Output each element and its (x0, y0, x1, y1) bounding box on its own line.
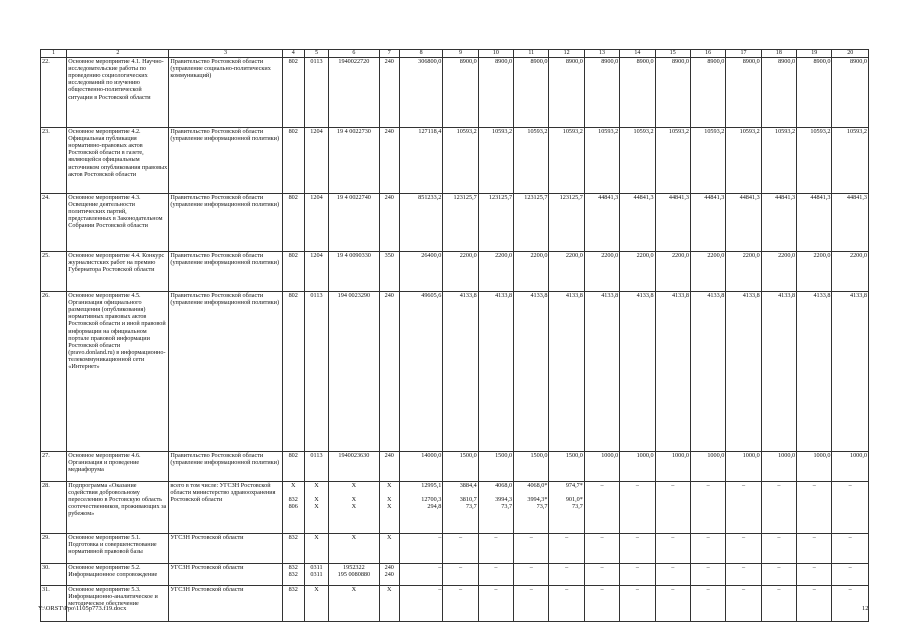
year-value: 4133,8 (478, 292, 513, 452)
row-number: 29. (41, 534, 67, 564)
year-value: – (443, 586, 478, 622)
year-value: 10593,2 (443, 128, 478, 194)
year-value: 2200,0 (690, 252, 725, 292)
year-value: – (655, 564, 690, 586)
code-col-6: 194 0023290 (329, 292, 380, 452)
table-row (41, 128, 869, 194)
year-value: 2200,0 (443, 252, 478, 292)
year-value: 8900,0 (797, 58, 832, 128)
year-value: 2200,0 (549, 252, 584, 292)
total-value: 127118,4 (399, 128, 442, 194)
year-value: 2200,0 (832, 252, 869, 292)
executor: УГСЗН Ростовской области (169, 564, 282, 586)
year-value: 8900,0 (549, 58, 584, 128)
header-cell: 13 (584, 50, 619, 58)
header-cell: 8 (399, 50, 442, 58)
year-value: 2200,0 (726, 252, 761, 292)
code-col-6: 1952322 195 0080880 (329, 564, 380, 586)
year-value: – (797, 586, 832, 622)
year-value: 10593,2 (726, 128, 761, 194)
year-value: 4133,8 (832, 292, 869, 452)
total-value: 49605,6 (399, 292, 442, 452)
code-col-4: 802 (282, 252, 304, 292)
year-value: – (620, 534, 655, 564)
year-value: – (726, 586, 761, 622)
row-number: 27. (41, 452, 67, 482)
executor: Правительство Ростовской области (управление информационной политики) (169, 128, 282, 194)
year-value: 4133,8 (690, 292, 725, 452)
year-value: – (584, 564, 619, 586)
total-value: – (399, 534, 442, 564)
year-value: – (761, 534, 796, 564)
year-value: – (832, 482, 869, 534)
executor: Правительство Ростовской области (управление информационной политики) (169, 292, 282, 452)
code-col-7: X (379, 534, 399, 564)
year-value: 1500,0 (478, 452, 513, 482)
year-value: – (549, 586, 584, 622)
measure-name: Основное мероприятие 4.3. Освещение деятельности политических партий, представленных в Законодательном Собрании Ростовской области (67, 194, 169, 252)
header-row (41, 50, 869, 58)
year-value: – (832, 564, 869, 586)
header-cell: 12 (549, 50, 584, 58)
measure-name: Основное мероприятие 4.5. Организация официального размещения (опубликования) нормативных правовых актов Ростовской области и иной правовой информации на официальном портале правовой информации Ростовской области (pravo.donland.ru) в информационно-телекоммуникационной сети «Интернет» (67, 292, 169, 452)
file-path: Y:\ORST\Ppo\1105p773.f19.docx (38, 605, 127, 612)
code-col-4: 832 832 (282, 564, 304, 586)
code-col-4: 802 (282, 292, 304, 452)
year-value: 2200,0 (514, 252, 549, 292)
header-cell: 15 (655, 50, 690, 58)
code-col-4: X 832 806 (282, 482, 304, 534)
year-value: 8900,0 (726, 58, 761, 128)
code-col-5: 1204 (304, 252, 328, 292)
year-value: 44841,3 (761, 194, 796, 252)
row-number: 31. (41, 586, 67, 622)
year-value: 8900,0 (655, 58, 690, 128)
header-cell: 14 (620, 50, 655, 58)
code-col-4: 802 (282, 58, 304, 128)
header-cell: 10 (478, 50, 513, 58)
table-row (41, 252, 869, 292)
total-value: 12995,1 12700,3 294,8 (399, 482, 442, 534)
header-cell: 6 (329, 50, 380, 58)
year-value: 4068,0 3994,3 73,7 (478, 482, 513, 534)
table-row (41, 564, 869, 586)
year-value: 44841,3 (584, 194, 619, 252)
year-value: 10593,2 (584, 128, 619, 194)
header-cell: 2 (67, 50, 169, 58)
year-value: – (690, 482, 725, 534)
year-value: – (655, 534, 690, 564)
year-value: – (690, 534, 725, 564)
code-col-7: 240 (379, 128, 399, 194)
year-value: 44841,3 (620, 194, 655, 252)
year-value: – (514, 564, 549, 586)
year-value: 4133,8 (761, 292, 796, 452)
header-cell: 4 (282, 50, 304, 58)
year-value: 4068,0* 3994,3* 73,7 (514, 482, 549, 534)
code-col-7: X (379, 586, 399, 622)
header-cell: 18 (761, 50, 796, 58)
year-value: 1000,0 (584, 452, 619, 482)
year-value: – (655, 586, 690, 622)
year-value: – (514, 586, 549, 622)
code-col-6: X (329, 586, 380, 622)
code-col-6: X (329, 534, 380, 564)
year-value: – (726, 482, 761, 534)
code-col-4: 832 (282, 534, 304, 564)
year-value: 1000,0 (690, 452, 725, 482)
year-value: 123125,7 (514, 194, 549, 252)
header-cell: 1 (41, 50, 67, 58)
year-value: 123125,7 (478, 194, 513, 252)
code-col-5: 1204 (304, 194, 328, 252)
code-col-6: 19 4 0022740 (329, 194, 380, 252)
year-value: 123125,7 (549, 194, 584, 252)
code-col-5: 0113 (304, 58, 328, 128)
year-value: 1000,0 (655, 452, 690, 482)
measure-name: Основное мероприятие 5.1. Подготовка и совершенствование нормативной правовой базы (67, 534, 169, 564)
year-value: – (761, 564, 796, 586)
measure-name: Основное мероприятие 5.3. Информационно-аналитическое и методическое обеспечение (67, 586, 169, 622)
code-col-4: 802 (282, 128, 304, 194)
year-value: 2200,0 (620, 252, 655, 292)
year-value: 44841,3 (726, 194, 761, 252)
year-value: 1500,0 (443, 452, 478, 482)
code-col-4: 832 (282, 586, 304, 622)
year-value: – (549, 534, 584, 564)
code-col-7: 350 (379, 252, 399, 292)
year-value: 8900,0 (832, 58, 869, 128)
table-row (41, 482, 869, 534)
code-col-4: 802 (282, 194, 304, 252)
header-cell: 19 (797, 50, 832, 58)
header-cell: 17 (726, 50, 761, 58)
year-value: – (584, 586, 619, 622)
year-value: 8900,0 (584, 58, 619, 128)
code-col-6: X X X (329, 482, 380, 534)
year-value: 1500,0 (549, 452, 584, 482)
year-value: – (478, 586, 513, 622)
row-number: 25. (41, 252, 67, 292)
year-value: 10593,2 (761, 128, 796, 194)
year-value: 10593,2 (514, 128, 549, 194)
year-value: – (620, 564, 655, 586)
measure-name: Основное мероприятие 5.2. Информационное сопровождение (67, 564, 169, 586)
code-col-5: 0113 (304, 292, 328, 452)
year-value: – (832, 534, 869, 564)
year-value: – (761, 586, 796, 622)
table-row (41, 534, 869, 564)
row-number: 28. (41, 482, 67, 534)
executor: Правительство Ростовской области (управление социально-политических коммуникаций) (169, 58, 282, 128)
code-col-7: 240 240 (379, 564, 399, 586)
year-value: 4133,8 (797, 292, 832, 452)
year-value: 4133,8 (655, 292, 690, 452)
table-row (41, 194, 869, 252)
header-cell: 11 (514, 50, 549, 58)
year-value: 1000,0 (620, 452, 655, 482)
year-value: 4133,8 (620, 292, 655, 452)
year-value: – (726, 564, 761, 586)
code-col-6: 1940023630 (329, 452, 380, 482)
code-col-5: 0113 (304, 452, 328, 482)
measure-name: Основное мероприятие 4.4. Конкурс журналистских работ на премию Губернатора Ростовской области (67, 252, 169, 292)
code-col-5: 1204 (304, 128, 328, 194)
year-value: 1000,0 (726, 452, 761, 482)
code-col-7: 240 (379, 58, 399, 128)
year-value: 4133,8 (726, 292, 761, 452)
code-col-6: 19 4 0022730 (329, 128, 380, 194)
year-value: 10593,2 (690, 128, 725, 194)
table-row (41, 452, 869, 482)
year-value: – (620, 482, 655, 534)
header-cell: 9 (443, 50, 478, 58)
header-cell: 5 (304, 50, 328, 58)
year-value: – (443, 534, 478, 564)
year-value: 8900,0 (761, 58, 796, 128)
total-value: 14000,0 (399, 452, 442, 482)
year-value: 2200,0 (655, 252, 690, 292)
year-value: 10593,2 (549, 128, 584, 194)
executor: всего в том числе: УГСЗН Ростовской области министерство здравоохранения Ростовской области (169, 482, 282, 534)
year-value: 4133,8 (443, 292, 478, 452)
year-value: 8900,0 (478, 58, 513, 128)
code-col-7: 240 (379, 452, 399, 482)
year-value: 8900,0 (443, 58, 478, 128)
header-cell: 7 (379, 50, 399, 58)
year-value: 2200,0 (478, 252, 513, 292)
code-col-6: 1940022720 (329, 58, 380, 128)
year-value: 2200,0 (797, 252, 832, 292)
year-value: – (690, 564, 725, 586)
header-cell: 3 (169, 50, 282, 58)
year-value: – (797, 482, 832, 534)
table-row (41, 586, 869, 622)
year-value: 8900,0 (690, 58, 725, 128)
year-value: – (478, 534, 513, 564)
executor: УГСЗН Ростовской области (169, 534, 282, 564)
year-value: 1500,0 (514, 452, 549, 482)
year-value: 1000,0 (832, 452, 869, 482)
year-value: – (832, 586, 869, 622)
code-col-7: X X X (379, 482, 399, 534)
row-number: 24. (41, 194, 67, 252)
year-value: – (584, 534, 619, 564)
year-value: – (797, 534, 832, 564)
year-value: – (797, 564, 832, 586)
year-value: – (478, 564, 513, 586)
year-value: 974,7* 901,0* 73,7 (549, 482, 584, 534)
row-number: 30. (41, 564, 67, 586)
year-value: – (584, 482, 619, 534)
table-row (41, 58, 869, 128)
total-value: 851233,2 (399, 194, 442, 252)
year-value: 10593,2 (478, 128, 513, 194)
measure-name: Подпрограмма «Оказание содействия добровольному переселению в Ростовскую область соотечественников, проживающих за рубежом» (67, 482, 169, 534)
year-value: 44841,3 (797, 194, 832, 252)
header-cell: 16 (690, 50, 725, 58)
executor: Правительство Ростовской области (управление информационной политики) (169, 252, 282, 292)
year-value: 2200,0 (584, 252, 619, 292)
year-value: 123125,7 (443, 194, 478, 252)
year-value: – (620, 586, 655, 622)
code-col-7: 240 (379, 194, 399, 252)
year-value: – (443, 564, 478, 586)
code-col-5: X X X (304, 482, 328, 534)
code-col-5: X (304, 586, 328, 622)
year-value: 3884,4 3810,7 73,7 (443, 482, 478, 534)
total-value: – (399, 586, 442, 622)
measure-name: Основное мероприятие 4.6. Организация и проведение медиафорума (67, 452, 169, 482)
year-value: 44841,3 (655, 194, 690, 252)
year-value: – (549, 564, 584, 586)
total-value: 306800,0 (399, 58, 442, 128)
year-value: – (726, 534, 761, 564)
page-number: 12 (862, 605, 869, 612)
measure-name: Основное мероприятие 4.1. Научно-исследовательские работы по проведению социологических исследований по изучению общественно-политической ситуации в Ростовской области (67, 58, 169, 128)
year-value: 4133,8 (584, 292, 619, 452)
executor: Правительство Ростовской области (управление информационной политики) (169, 194, 282, 252)
code-col-7: 240 (379, 292, 399, 452)
code-col-4: 802 (282, 452, 304, 482)
year-value: 8900,0 (620, 58, 655, 128)
year-value: 4133,8 (514, 292, 549, 452)
year-value: 44841,3 (690, 194, 725, 252)
year-value: – (514, 534, 549, 564)
year-value: 4133,8 (549, 292, 584, 452)
code-col-6: 19 4 0090330 (329, 252, 380, 292)
measure-name: Основное мероприятие 4.2. Официальная публикация нормативно-правовых актов Ростовской области в газете, являющейся официальным источником опубликования правовых актов Ростовской области (67, 128, 169, 194)
total-value: – (399, 564, 442, 586)
year-value: 10593,2 (832, 128, 869, 194)
table-row (41, 292, 869, 452)
row-number: 22. (41, 58, 67, 128)
year-value: – (761, 482, 796, 534)
executor: УГСЗН Ростовской области (169, 586, 282, 622)
year-value: 10593,2 (797, 128, 832, 194)
year-value: 10593,2 (655, 128, 690, 194)
code-col-5: 0311 0311 (304, 564, 328, 586)
year-value: 1000,0 (797, 452, 832, 482)
year-value: 2200,0 (761, 252, 796, 292)
year-value: 44841,3 (832, 194, 869, 252)
year-value: 1000,0 (761, 452, 796, 482)
header-cell: 20 (832, 50, 869, 58)
year-value: 8900,0 (514, 58, 549, 128)
year-value: – (655, 482, 690, 534)
code-col-5: X (304, 534, 328, 564)
budget-table (40, 49, 869, 622)
row-number: 26. (41, 292, 67, 452)
year-value: 10593,2 (620, 128, 655, 194)
total-value: 26400,0 (399, 252, 442, 292)
executor: Правительство Ростовской области (управление информационной политики) (169, 452, 282, 482)
row-number: 23. (41, 128, 67, 194)
year-value: – (690, 586, 725, 622)
